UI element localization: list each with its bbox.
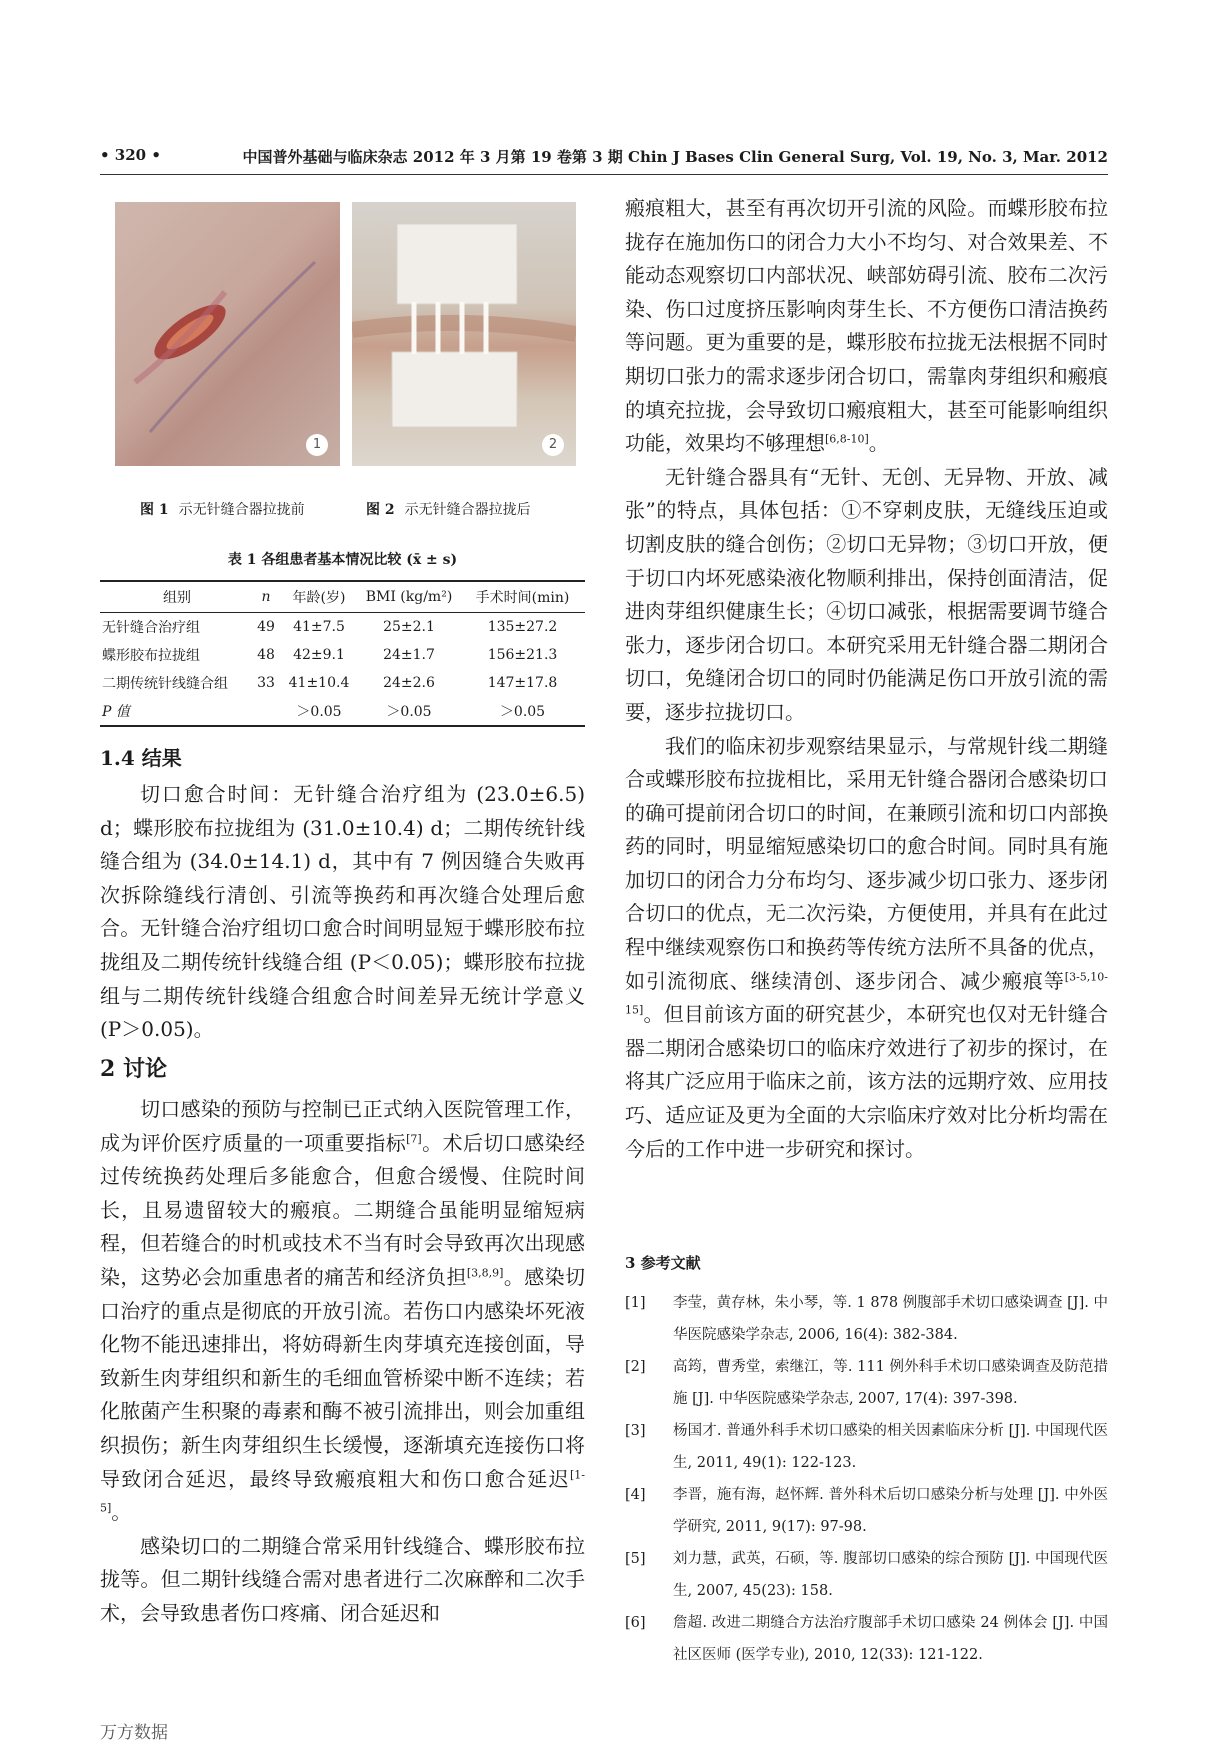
table-cell: 41±7.5 [293, 619, 345, 635]
footer-watermark: 万方数据 [100, 1723, 168, 1743]
table-cell: ＞0.05 [460, 697, 585, 726]
table-cell: 156±21.3 [487, 647, 558, 663]
figure-1-caption-text: 示无针缝合器拉拢前 [178, 502, 305, 518]
results-paragraph [100, 778, 585, 1047]
table-cell: 48 [257, 647, 275, 663]
paragraph: 感染切口的二期缝合常采用针线缝合、蝶形胶布拉拢等。但二期针线缝合需对患者进行二次麻醉和二次手术，会导致患者伤口疼痛、闭合延迟和 [100, 1533, 585, 1625]
paragraph: 无针缝合器具有“无针、无创、无异物、开放、减张”的特点，具体包括：①不穿刺皮肤，无缝线压迫或切割皮肤的缝合创伤；②切口无异物；③切口开放，便于切口内坏死感染液化物顺利排出，保持创面清洁，促进肉芽组织健康生长；④切口减张，根据需要调节缝合张力，逐步闭合切口。本研究采用无针缝合器二期闭合切口，免缝闭合切口的同时仍能满足伤口开放引流的需要，逐步拉拢切口。 [625, 464, 1108, 724]
reference-list [625, 1287, 1108, 1671]
table-cell: 蝶形胶布拉拢组 [102, 648, 200, 664]
citation: [6,8-10] [825, 432, 869, 446]
table-row [100, 613, 585, 642]
reference-item: [2] 高筠，曹秀堂，索继江，等. 111 例外科手术切口感染调查及防范措施 [J]. 中华医院感染学杂志, 2007, 17(4): 397-398. [625, 1359, 1108, 1407]
wound-after-illustration [352, 202, 576, 466]
table-cell: P 值 [100, 697, 252, 726]
figure-2-caption-text: 示无针缝合器拉拢后 [404, 502, 531, 518]
table-row [100, 669, 585, 697]
table-cell: 25±2.1 [383, 619, 435, 635]
table-cell: 41±10.4 [288, 675, 350, 691]
paragraph: 瘢痕粗大，甚至有再次切开引流的风险。而蝶形胶布拉拢存在施加伤口的闭合力大小不均匀、对合效果差、不能动态观察切口内部状况、峡部妨碍引流、胶布二次污染、伤口过度挤压影响肉芽生长、不方便伤口清洁换药等问题。更为重要的是，蝶形胶布拉拢无法根据不同时期切口张力的需求逐步闭合切口，需靠肉芽组织和瘢痕的填充拉拢，会导致切口瘢痕粗大，甚至可能影响组织功能，效果均不够理想[6,8-10]。 [625, 196, 1108, 456]
table-cell [252, 697, 280, 726]
table-header-cell: BMI (kg/m²) [358, 581, 460, 613]
table-header-cell: 组别 [100, 581, 252, 613]
table-1-caption: 表 1 各组患者基本情况比较 (x̄ ± s) [227, 552, 458, 568]
reference-item: [6] 詹超. 改进二期缝合方法治疗腹部手术切口感染 24 例体会 [J]. 中国社区医师 (医学专业), 2010, 12(33): 121-122. [625, 1615, 1108, 1663]
figure-1-photo [115, 202, 340, 466]
header-rule [100, 174, 1108, 175]
table-header-row [100, 581, 585, 613]
reference-item: [4] 李晋，施有海，赵怀辉. 普外科术后切口感染分析与处理 [J]. 中外医学研究, 2011, 9(17): 97-98. [625, 1487, 1108, 1535]
table-cell: 42±9.1 [293, 647, 345, 663]
page-number: • 320 • [100, 146, 161, 164]
discussion-text-left [100, 1093, 585, 1631]
running-header [100, 146, 1108, 172]
table-1 [100, 580, 585, 727]
paragraph: 我们的临床初步观察结果显示，与常规针线二期缝合或蝶形胶布拉拢相比，采用无针缝合器闭合感染切口的确可提前闭合切口的时间，在兼顾引流和切口内部换药的同时，明显缩短感染切口的愈合时间。同时具有施加切口的闭合力分布均匀、逐步减少切口张力、逐步闭合切口的优点，无二次污染，方便使用，并具有在此过程中继续观察伤口和换药等传统方法所不具备的优点，如引流彻底、继续清创、逐步闭合、减少瘢痕等[3-5,10-15]。但目前该方面的研究甚少，本研究也仅对无针缝合器二期闭合感染切口的临床疗效进行了初步的探讨，在将其广泛应用于临床之前，该方法的远期疗效、应用技巧、适应证及更为全面的大宗临床疗效对比分析均需在今后的工作中进一步研究和探讨。 [625, 733, 1108, 1161]
figure-2-label: 图 2 [366, 502, 395, 518]
table-cell: 二期传统针线缝合组 [102, 676, 228, 692]
table-row [100, 697, 585, 726]
table-cell: ＞0.05 [280, 697, 358, 726]
table-header-cell: n [252, 581, 280, 613]
table-cell: 24±2.6 [383, 675, 435, 691]
figure-2-number: 2 [542, 434, 564, 456]
figure-2-photo [352, 202, 576, 466]
citation: [3,8,9] [466, 1266, 504, 1280]
journal-citation: 中国普外基础与临床杂志 2012 年 3 月第 19 卷第 3 期 Chin J Bases Clin General Surg, Vol. 19, No. 3, Mar. 2012 [242, 148, 1108, 166]
discussion-text-right [625, 192, 1108, 1166]
table-header-cell: 年龄(岁) [280, 581, 358, 613]
citation: [3-5,10-15] [625, 970, 1108, 1017]
wound-before-illustration [115, 202, 340, 466]
table-row [100, 641, 585, 669]
table-cell: 无针缝合治疗组 [102, 620, 200, 636]
references-heading: 3 参考文献 [625, 1254, 701, 1272]
reference-item: [3] 杨国才. 普通外科手术切口感染的相关因素临床分析 [J]. 中国现代医生, 2011, 49(1): 122-123. [625, 1423, 1108, 1471]
table-cell: 135±27.2 [487, 619, 558, 635]
table-cell: 49 [257, 619, 275, 635]
reference-item: [5] 刘力慧，武英，石硕，等. 腹部切口感染的综合预防 [J]. 中国现代医生, 2007, 45(23): 158. [625, 1551, 1108, 1599]
table-cell: 33 [257, 675, 275, 691]
paragraph: 切口愈合时间：无针缝合治疗组为 (23.0±6.5) d；蝶形胶布拉拢组为 (31.0±10.4) d；二期传统针线缝合组为 (34.0±14.1) d，其中有 7 例因缝合失败再次拆除缝线行清创、引流等换药和再次缝合处理后愈合。无针缝合治疗组切口愈合时间明显短于蝶形胶布拉拢组及二期传统针线缝合组 (P＜0.05)；蝶形胶布拉拢组与二期传统针线缝合组愈合时间差异无统计学意义 (P＞0.05)。 [100, 782, 585, 1042]
figure-1-number: 1 [306, 434, 328, 456]
table-header-cell: 手术时间(min) [460, 581, 585, 613]
figure-2-caption [366, 499, 531, 519]
table-cell: 24±1.7 [383, 647, 435, 663]
table-cell: ＞0.05 [358, 697, 460, 726]
citation: [1-5] [100, 1467, 585, 1515]
figure-1-caption [140, 499, 305, 519]
citation: [7] [406, 1131, 422, 1145]
table-cell: 147±17.8 [487, 675, 558, 691]
reference-item: [1] 李莹，黄存林，朱小琴，等. 1 878 例腹部手术切口感染调查 [J]. 中华医院感染学杂志, 2006, 16(4): 382-384. [625, 1295, 1108, 1343]
section-2-heading: 2 讨论 [100, 1056, 167, 1082]
figure-1-label: 图 1 [140, 502, 169, 518]
section-1-4-heading: 1.4 结果 [100, 746, 182, 770]
paragraph: 切口感染的预防与控制已正式纳入医院管理工作，成为评价医疗质量的一项重要指标[7]。术后切口感染经过传统换药处理后多能愈合，但愈合缓慢、住院时间长，且易遗留较大的瘢痕。二期缝合虽能明显缩短病程，但若缝合的时机或技术不当有时会导致再次出现感染，这势必会加重患者的痛苦和经济负担[3,8,9]。感染切口治疗的重点是彻底的开放引流。若伤口内感染坏死液化物不能迅速排出，将妨碍新生肉芽填充连接创面，导致新生肉芽组织和新生的毛细血管桥梁中断不连续；若化脓菌产生积聚的毒素和酶不被引流排出，则会加重组织损伤；新生肉芽组织生长缓慢，逐渐填充连接伤口将导致闭合延迟，最终导致瘢痕粗大和伤口愈合延迟[1-5]。 [100, 1097, 586, 1525]
